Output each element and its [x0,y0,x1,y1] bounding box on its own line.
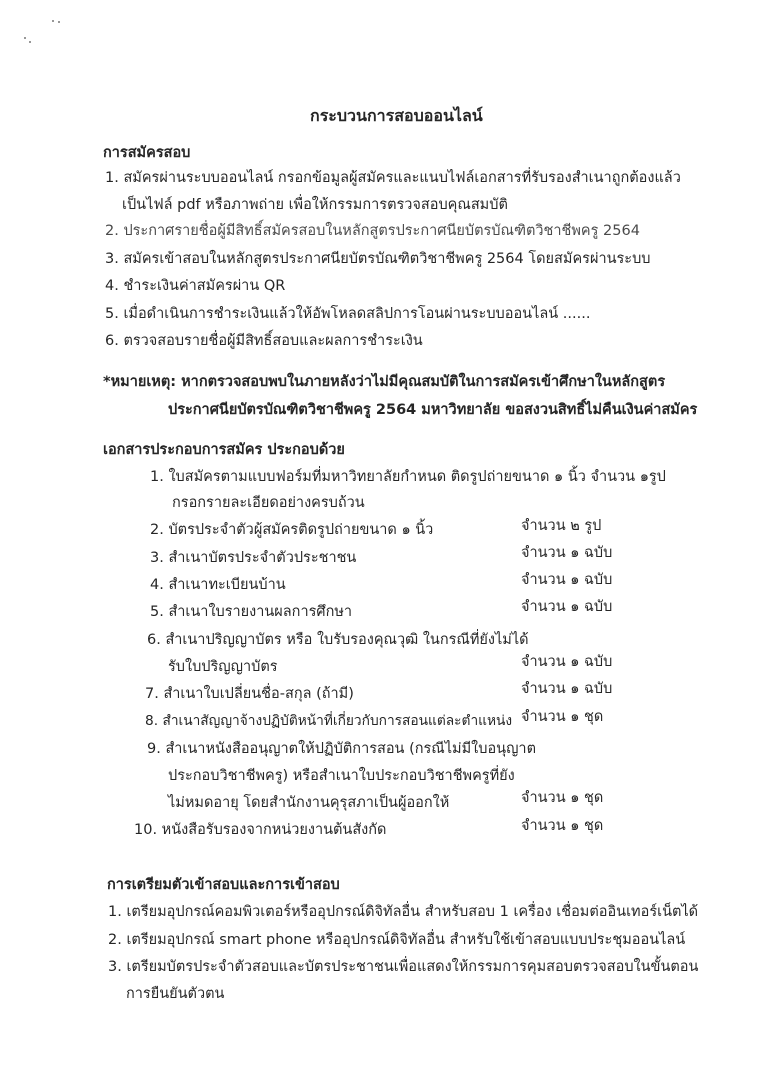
registration-step: 5. เมื่อดำเนินการชำระเงินแล้วให้อัพโหลดสลิปการโอนผ่านระบบออนไลน์ ...... [105,306,591,322]
document-qty: จำนวน ๑ ฉบับ [521,654,613,670]
document-item: 8. สำเนาสัญญาจ้างปฏิบัติหน้าที่เกี่ยวกับการสอนแต่ละตำแหน่ง [145,713,513,729]
page-title: กระบวนการสอบออนไลน์ [310,106,483,125]
registration-heading: การสมัครสอบ [103,145,191,161]
document-item: 4. สำเนาทะเบียนบ้าน [150,577,286,593]
scan-speck [52,20,54,22]
document-qty: จำนวน ๑ ฉบับ [521,545,613,561]
document-qty: จำนวน ๑ ชุด [521,818,604,834]
registration-step: 4. ชำระเงินค่าสมัครผ่าน QR [105,278,286,294]
document-qty: จำนวน ๑ ชุด [521,790,604,806]
registration-step: 1. สมัครผ่านระบบออนไลน์ กรอกข้อมูลผู้สมัครและแนบไฟล์เอกสารที่รับรองสำเนาถูกต้องแล้ว [105,170,681,186]
scan-speck [58,21,60,23]
registration-step: 3. สมัครเข้าสอบในหลักสูตรประกาศนียบัตรบัณฑิตวิชาชีพครู 2564 โดยสมัครผ่านระบบ [105,251,651,267]
document-qty: จำนวน ๑ ฉบับ [521,681,613,697]
registration-step: 6. ตรวจสอบรายชื่อผู้มีสิทธิ์สอบและผลการชำระเงิน [105,333,423,349]
document-qty: จำนวน ๑ ฉบับ [521,572,613,588]
scan-speck [29,41,31,43]
document-item: 6. สำเนาปริญญาบัตร หรือ ใบรับรองคุณวุฒิ ในกรณีที่ยังไม่ได้ [147,632,529,648]
document-qty: จำนวน ๑ ชุด [521,709,604,725]
preparation-heading: การเตรียมตัวเข้าสอบและการเข้าสอบ [107,877,340,893]
document-item: 3. สำเนาบัตรประจำตัวประชาชน [150,550,357,566]
preparation-step: 1. เตรียมอุปกรณ์คอมพิวเตอร์หรืออุปกรณ์ดิจิทัลอื่น สำหรับสอบ 1 เครื่อง เชื่อมต่ออินเทอร์เน็ตได้ [108,904,699,920]
document-item: 7. สำเนาใบเปลี่ยนชื่อ-สกุล (ถ้ามี) [145,686,354,702]
document-item: 9. สำเนาหนังสืออนุญาตให้ปฏิบัติการสอน (กรณีไม่มีใบอนุญาต [147,741,536,757]
document-item-cont: รับใบปริญญาบัตร [168,659,278,675]
preparation-step: 3. เตรียมบัตรประจำตัวสอบและบัตรประชาชนเพื่อแสดงให้กรรมการคุมสอบตรวจสอบในขั้นตอน [108,959,699,975]
document-item-cont: ประกอบวิชาชีพครู) หรือสำเนาใบประกอบวิชาชีพครูที่ยัง [168,768,515,784]
document-item: 5. สำเนาใบรายงานผลการศึกษา [150,604,353,620]
note-line: ประกาศนียบัตรบัณฑิตวิชาชีพครู 2564 มหาวิทยาลัย ขอสงวนสิทธิ์ไม่คืนเงินค่าสมัคร [168,402,698,418]
document-item: 1. ใบสมัครตามแบบฟอร์มที่มหาวิทยาลัยกำหนด ติดรูปถ่ายขนาด ๑ นิ้ว จำนวน ๑รูป [150,469,666,485]
preparation-step: 2. เตรียมอุปกรณ์ smart phone หรืออุปกรณ์ดิจิทัลอื่น สำหรับใช้เข้าสอบแบบประชุมออนไลน์ [108,932,686,948]
preparation-step-cont: การยืนยันตัวตน [126,986,225,1002]
document-qty: จำนวน ๒ รูป [521,518,602,534]
registration-step-cont: เป็นไฟล์ pdf หรือภาพถ่าย เพื่อให้กรรมการตรวจสอบคุณสมบัติ [122,197,508,213]
document-item-cont: ไม่หมดอายุ โดยสำนักงานคุรุสภาเป็นผู้ออกให้ [168,795,450,811]
scan-speck [24,37,26,39]
document-qty: จำนวน ๑ ฉบับ [521,599,613,615]
documents-heading: เอกสารประกอบการสมัคร ประกอบด้วย [103,442,345,458]
document-item-cont: กรอกรายละเอียดอย่างครบถ้วน [172,495,365,511]
note-line: *หมายเหตุ: หากตรวจสอบพบในภายหลังว่าไม่มีคุณสมบัติในการสมัครเข้าศึกษาในหลักสูตร [103,374,666,390]
document-item: 10. หนังสือรับรองจากหน่วยงานต้นสังกัด [134,822,387,838]
registration-step: 2. ประกาศรายชื่อผู้มีสิทธิ์สมัครสอบในหลักสูตรประกาศนียบัตรบัณฑิตวิชาชีพครู 2564 [105,223,640,239]
document-item: 2. บัตรประจำตัวผู้สมัครติดรูปถ่ายขนาด ๑ นิ้ว [150,522,434,538]
